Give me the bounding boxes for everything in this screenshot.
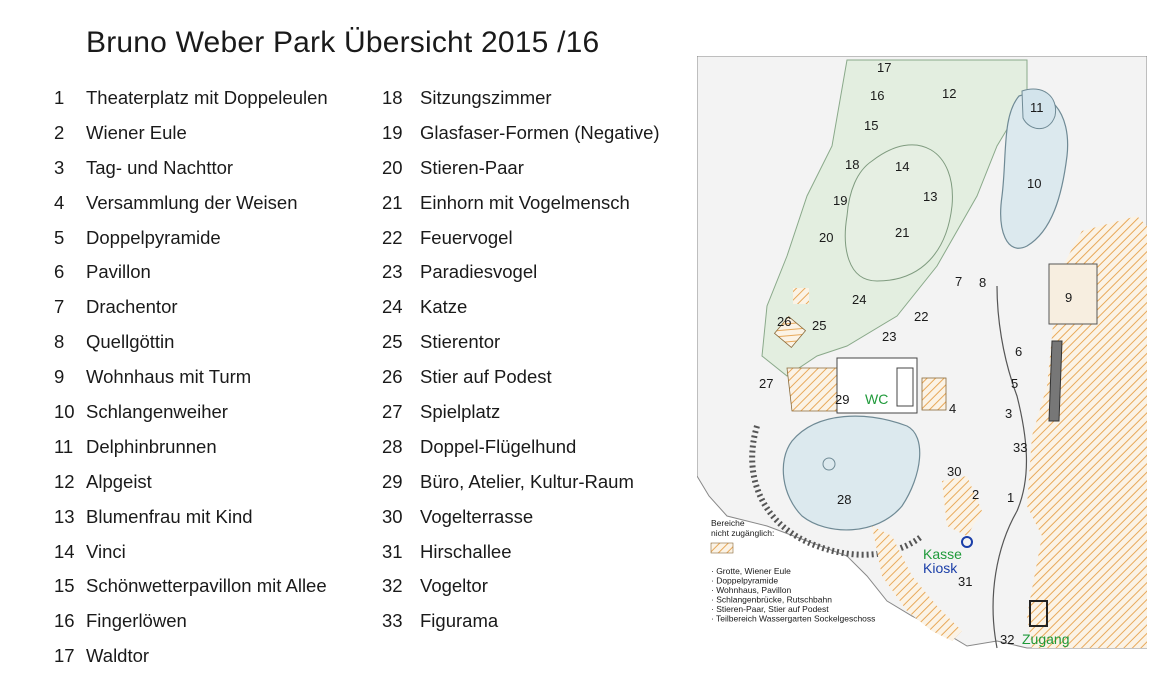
map-marker-33[interactable]: 33 — [1013, 440, 1028, 455]
legend-number: 21 — [382, 191, 403, 213]
restricted-4 — [922, 378, 946, 410]
map-marker-4[interactable]: 4 — [949, 401, 957, 416]
legend-number: 25 — [382, 331, 403, 353]
legend-label: Quellgöttin — [86, 331, 175, 353]
legend-item-16 — [54, 610, 328, 645]
legend-number: 18 — [382, 87, 403, 108]
legend-label: Wiener Eule — [86, 121, 187, 143]
map-marker-32[interactable]: 32 — [1000, 632, 1015, 647]
legend-item-5 — [54, 227, 328, 262]
legend-label: Versammlung der Weisen — [86, 191, 298, 213]
note-item: · Schlangenbrücke, Rutschbahn — [711, 594, 832, 605]
legend-item-30 — [382, 506, 660, 541]
legend-item-8 — [54, 331, 328, 366]
legend-item-19 — [382, 122, 660, 157]
map-marker-1[interactable]: 1 — [1007, 490, 1015, 505]
legend-item-9 — [54, 366, 328, 401]
legend-number: 2 — [54, 121, 65, 143]
zugang-label: Zugang — [1022, 631, 1070, 647]
map-marker-20[interactable]: 20 — [819, 230, 834, 245]
map-marker-12[interactable]: 12 — [942, 86, 957, 101]
legend-label: Schönwetterpavillon mit Allee — [86, 575, 327, 597]
note-item: · Stieren-Paar, Stier auf Podest — [711, 604, 829, 614]
map-marker-13[interactable]: 13 — [923, 189, 938, 204]
park-map-svg[interactable] — [697, 56, 1147, 656]
legend-item-14 — [54, 541, 328, 576]
legend-number: 16 — [54, 610, 75, 632]
legend-item-15 — [54, 575, 328, 610]
map-marker-3[interactable]: 3 — [1005, 406, 1013, 421]
legend-number: 4 — [54, 191, 65, 213]
legend-number: 22 — [382, 226, 403, 248]
map-marker-16[interactable]: 16 — [870, 88, 885, 103]
legend-item-20 — [382, 157, 660, 192]
legend-number: 10 — [54, 401, 75, 423]
legend-item-21 — [382, 192, 660, 227]
legend-label: Drachentor — [86, 296, 178, 318]
legend-item-6 — [54, 261, 328, 296]
legend-label: Alpgeist — [86, 470, 152, 492]
legend-item-12 — [54, 471, 328, 506]
legend-item-18 — [382, 87, 660, 122]
legend-number: 32 — [382, 575, 403, 597]
note-item: · Wohnhaus, Pavillon — [711, 585, 792, 595]
legend-item-31 — [382, 541, 660, 576]
legend-item-27 — [382, 401, 660, 436]
legend-number: 13 — [54, 505, 75, 527]
legend-number: 11 — [54, 435, 74, 457]
legend-item-24 — [382, 296, 660, 331]
map-marker-30[interactable]: 30 — [947, 464, 962, 479]
legend-label: Hirschallee — [420, 540, 512, 562]
legend-item-13 — [54, 506, 328, 541]
legend-label: Büro, Atelier, Kultur-Raum — [420, 470, 634, 492]
legend-item-33 — [382, 610, 660, 645]
legend-number: 20 — [382, 156, 403, 178]
legend-item-4 — [54, 192, 328, 227]
kiosk-label: Kiosk — [923, 560, 958, 576]
map-marker-9[interactable]: 9 — [1065, 290, 1073, 305]
legend-item-22 — [382, 227, 660, 262]
legend-label: Theaterplatz mit Doppeleulen — [86, 87, 328, 108]
legend-label: Stier auf Podest — [420, 366, 552, 388]
legend-number: 17 — [54, 645, 75, 667]
legend-right — [382, 87, 660, 645]
legend-label: Pavillon — [86, 261, 151, 283]
legend-number: 6 — [54, 261, 65, 283]
legend-item-11 — [54, 436, 328, 471]
legend-number: 26 — [382, 366, 403, 388]
legend-label: Katze — [420, 296, 468, 318]
map-marker-8[interactable]: 8 — [979, 275, 987, 290]
legend-label: Glasfaser-Formen (Negative) — [420, 121, 660, 143]
note-item: · Doppelpyramide — [711, 575, 779, 586]
map-marker-5[interactable]: 5 — [1011, 376, 1019, 391]
legend-label: Doppel-Flügelhund — [420, 435, 577, 457]
legend-number: 33 — [382, 610, 403, 632]
legend-item-28 — [382, 436, 660, 471]
legend-label: Vinci — [86, 540, 126, 562]
note-item: · Teilbereich Wassergarten Sockelgeschoss — [711, 613, 876, 624]
legend-number: 3 — [54, 156, 65, 178]
legend-label: Stieren-Paar — [420, 156, 524, 178]
map-marker-2[interactable]: 2 — [972, 487, 980, 502]
page-title: Bruno Weber Park Übersicht 2015 /16 — [86, 26, 600, 59]
map-marker-22[interactable]: 22 — [914, 309, 929, 324]
map-marker-31[interactable]: 31 — [958, 574, 973, 589]
legend-item-2 — [54, 122, 328, 157]
legend-label: Sitzungszimmer — [420, 87, 552, 108]
house-9 — [1049, 264, 1097, 324]
wc-label: WC — [865, 391, 889, 407]
legend-item-7 — [54, 296, 328, 331]
restricted-swatch — [711, 543, 733, 553]
legend-left — [54, 87, 328, 680]
park-map[interactable] — [697, 56, 1147, 656]
map-marker-10[interactable]: 10 — [1027, 176, 1042, 191]
map-marker-25[interactable]: 25 — [812, 318, 827, 333]
legend-number: 30 — [382, 505, 403, 527]
legend-label: Delphinbrunnen — [86, 435, 217, 457]
legend-label: Fingerlöwen — [86, 610, 187, 632]
map-marker-21[interactable]: 21 — [895, 225, 910, 240]
map-marker-17[interactable]: 17 — [877, 60, 892, 75]
legend-item-3 — [54, 157, 328, 192]
legend-number: 15 — [54, 575, 75, 597]
map-marker-7[interactable]: 7 — [955, 274, 963, 289]
legend-label: Vogeltor — [420, 575, 488, 597]
legend-number: 7 — [54, 296, 65, 318]
note-heading-2: nicht zugänglich: — [711, 528, 775, 538]
map-marker-29[interactable]: 29 — [835, 392, 850, 407]
legend-number: 19 — [382, 121, 403, 143]
map-marker-19[interactable]: 19 — [833, 193, 848, 208]
map-marker-14[interactable]: 14 — [895, 159, 910, 174]
legend-item-23 — [382, 261, 660, 296]
legend-label: Doppelpyramide — [86, 226, 221, 248]
map-marker-15[interactable]: 15 — [864, 118, 879, 133]
legend-number: 12 — [54, 470, 75, 492]
legend-item-17 — [54, 645, 328, 680]
legend-number: 14 — [54, 540, 75, 562]
legend-number: 5 — [54, 226, 65, 248]
note-items — [711, 566, 875, 624]
legend-label: Vogelterrasse — [420, 505, 534, 527]
legend-label: Feuervogel — [420, 226, 513, 248]
legend-label: Tag- und Nachttor — [86, 156, 234, 178]
legend-label: Figurama — [420, 610, 499, 632]
kasse-label: Kasse — [923, 546, 962, 562]
legend-item-26 — [382, 366, 660, 401]
legend-label: Wohnhaus mit Turm — [86, 366, 252, 388]
legend-label: Stierentor — [420, 331, 501, 353]
map-marker-6[interactable]: 6 — [1015, 344, 1023, 359]
map-marker-28[interactable]: 28 — [837, 492, 852, 507]
map-marker-18[interactable]: 18 — [845, 157, 860, 172]
legend-number: 23 — [382, 261, 403, 283]
note-heading-1: Bereiche — [711, 518, 745, 528]
map-marker-23[interactable]: 23 — [882, 329, 897, 344]
legend-number: 31 — [382, 540, 403, 562]
legend-label: Paradiesvogel — [420, 261, 538, 283]
legend-label: Schlangenweiher — [86, 401, 228, 423]
legend-number: 27 — [382, 401, 403, 423]
legend-number: 29 — [382, 470, 403, 492]
legend-number: 1 — [54, 87, 65, 108]
legend-label: Blumenfrau mit Kind — [86, 505, 253, 527]
restricted-patch — [793, 288, 809, 304]
legend-item-25 — [382, 331, 660, 366]
note-item: · Grotte, Wiener Eule — [711, 566, 791, 576]
legend-label: Einhorn mit Vogelmensch — [420, 191, 630, 213]
legend-number: 9 — [54, 366, 65, 388]
legend-number: 8 — [54, 331, 65, 353]
legend-number: 24 — [382, 296, 403, 318]
legend-label: Spielplatz — [420, 401, 501, 423]
legend-item-1 — [54, 87, 328, 122]
legend-item-10 — [54, 401, 328, 436]
map-marker-11[interactable]: 11 — [1030, 100, 1044, 115]
map-marker-27[interactable]: 27 — [759, 376, 774, 391]
legend-label: Waldtor — [86, 645, 150, 667]
legend-item-32 — [382, 575, 660, 610]
map-marker-24[interactable]: 24 — [852, 292, 867, 307]
legend-item-29 — [382, 471, 660, 506]
legend-number: 28 — [382, 435, 403, 457]
map-marker-26[interactable]: 26 — [777, 314, 792, 329]
